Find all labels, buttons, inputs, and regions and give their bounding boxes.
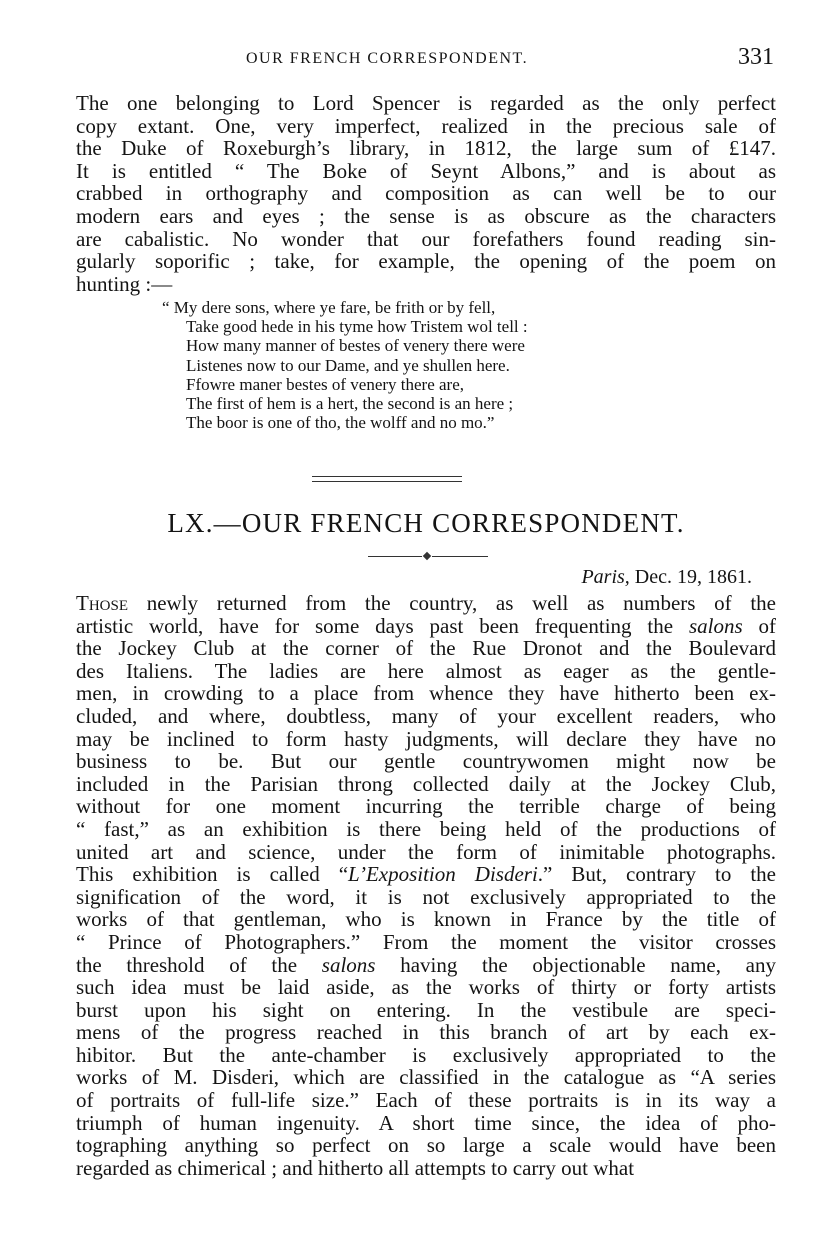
ornament-line-left (368, 556, 422, 557)
hunting-verse (162, 298, 682, 432)
text-line: men, in crowding to a place from whence they have hitherto been ex- (76, 681, 776, 706)
dateline (581, 566, 752, 589)
text-line: of portraits of full-life size.” Each of these portraits is in its way a (76, 1088, 776, 1113)
verse-line: The first of hem is a hert, the second is an here ; (186, 394, 514, 414)
text-line: This exhibition is called “L’Exposition Disderi.” But, contrary to the (76, 862, 777, 887)
italic-term: salons (688, 613, 743, 638)
dateline-date: Dec. 19, 1861. (629, 566, 752, 588)
intro-paragraph (76, 92, 776, 295)
text-line: regarded as chimerical ; and hitherto all attempts to carry out what (76, 1155, 635, 1180)
text-line: copy extant. One, very imperfect, realized in the precious sale of (76, 113, 776, 138)
section-divider-rule-bottom (312, 481, 462, 482)
text-line: burst upon his sight on entering. In the vestibule are speci- (76, 997, 776, 1022)
text-line: The one belonging to Lord Spencer is regarded as the only perfect (76, 91, 776, 115)
text-line: united art and science, under the form of inimitable photographs. (76, 839, 776, 864)
text-line: des Italiens. The ladies are here almost as eager as the gentle- (76, 658, 776, 683)
verse-line: “ My dere sons, where ye fare, be frith or by fell, (162, 298, 496, 317)
text-line: gularly soporific ; take, for example, the opening of the poem on (76, 249, 776, 274)
title-ornament (368, 552, 488, 562)
text-line: such idea must be laid aside, as the works of thirty or forty artists (76, 975, 776, 1000)
verse-line: Ffowre maner bestes of venery there are, (186, 374, 465, 394)
verse-line: How many manner of bestes of venery there were (186, 336, 525, 356)
verse-line: Listenes now to our Dame, and ye shullen here. (186, 355, 510, 375)
italic-term: salons (321, 952, 376, 977)
text-line: the Duke of Roxeburgh’s library, in 1812, the large sum of £147. (76, 136, 776, 161)
verse-line: The boor is one of tho, the wolff and no mo.” (186, 413, 495, 433)
section-title: LX.—OUR FRENCH CORRESPONDENT. (167, 508, 685, 538)
ornament-line-right (432, 556, 488, 557)
text-line: mens of the progress reached in this branch of art by each ex- (76, 1020, 776, 1045)
text-line: modern ears and eyes ; the sense is as obscure as the characters (76, 203, 776, 228)
text-line: signification of the word, it is not exclusively appropriated to the (76, 884, 776, 909)
text-line: hibitor. But the ante-chamber is exclusively appropriated to the (76, 1042, 776, 1067)
text-line: works of M. Disderi, which are classified in the catalogue as “A series (76, 1065, 776, 1090)
section-divider-rule-top (312, 476, 462, 477)
diamond-ornament-icon (423, 552, 431, 560)
text-line: artistic world, have for some days past been frequenting the salons of (76, 613, 776, 638)
text-line: crabbed in orthography and composition as can well be to our (76, 181, 776, 206)
running-title: OUR FRENCH CORRESPONDENT. (246, 50, 529, 67)
text-line: the Jockey Club at the corner of the Rue Dronot and the Boulevard (76, 636, 776, 661)
page-number: 331 (738, 44, 774, 70)
text-line: tographing anything so perfect on so large a scale would have been (76, 1133, 776, 1158)
dateline-place: Paris, (581, 566, 630, 588)
text-line: are cabalistic. No wonder that our forefathers found reading sin- (76, 226, 776, 251)
text-line: Those newly returned from the country, as well as numbers of the (76, 591, 776, 615)
text-line: cluded, and where, doubtless, many of your excellent readers, who (76, 703, 776, 728)
text-line: hunting :— (76, 271, 173, 296)
verse-line: Take good hede in his tyme how Tristem wol tell : (186, 317, 528, 337)
text-line: included in the Parisian throng collected daily at the Jockey Club, (76, 771, 776, 796)
text-line: “ Prince of Photographers.” From the moment the visitor crosses (76, 929, 776, 954)
article-body (76, 592, 776, 1179)
running-head (76, 44, 776, 72)
text-line: triumph of human ingenuity. A short time since, the idea of pho- (76, 1110, 776, 1135)
text-line: “ fast,” as an exhibition is there being held of the productions of (76, 816, 776, 841)
text-line: without for one moment incurring the terrible charge of being (76, 794, 776, 819)
text-line: the threshold of the salons having the objectionable name, any (76, 952, 776, 977)
text-line: works of that gentleman, who is known in France by the title of (76, 907, 776, 932)
text-line: may be inclined to form hasty judgments, will declare they have no (76, 726, 776, 751)
first-word: Those (76, 591, 128, 615)
text-line: It is entitled “ The Boke of Seynt Albons,” and is about as (76, 158, 776, 183)
text-line: business to be. But our gentle countrywomen might now be (76, 749, 776, 774)
italic-term: L’Exposition Disderi (348, 862, 538, 887)
